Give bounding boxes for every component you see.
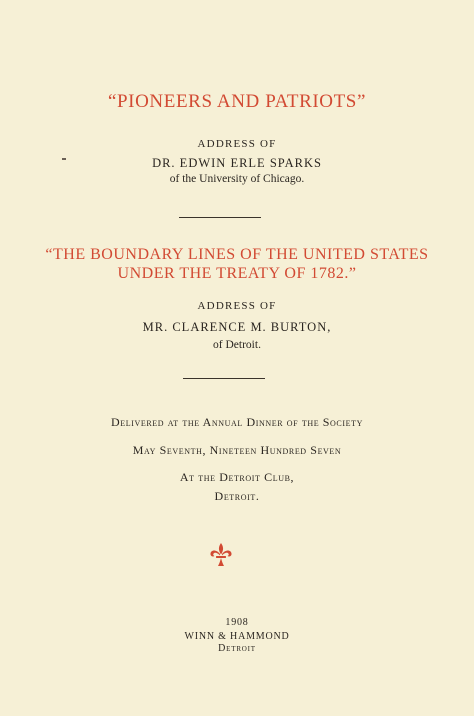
fleur-de-lis-icon xyxy=(208,542,234,568)
occasion-city: Detroit. xyxy=(214,489,260,503)
speaker-affiliation-2: of Detroit. xyxy=(213,339,261,351)
lecture-title-2-line-1: “THE BOUNDARY LINES OF THE UNITED STATES xyxy=(45,246,429,263)
occasion-venue: At the Detroit Club, xyxy=(179,470,295,484)
divider-rule-1 xyxy=(179,217,261,218)
occasion-line-1: Delivered at the Annual Dinner of the Society xyxy=(111,415,363,429)
speaker-name-2: MR. CLARENCE M. BURTON, xyxy=(142,320,332,334)
lecture-title-1: “PIONEERS AND PATRIOTS” xyxy=(107,91,366,112)
address-label-2: ADDRESS OF xyxy=(197,300,277,312)
imprint-publisher: WINN & HAMMOND xyxy=(184,631,290,642)
speaker-affiliation-1: of the University of Chicago. xyxy=(169,173,305,185)
imprint-year: 1908 xyxy=(225,617,249,628)
divider-rule-2 xyxy=(183,378,265,379)
address-label-1: ADDRESS OF xyxy=(197,138,277,150)
occasion-date: May Seventh, Nineteen Hundred Seven xyxy=(132,443,342,457)
speaker-name-1: DR. EDWIN ERLE SPARKS xyxy=(152,156,322,170)
imprint-place: Detroit xyxy=(218,643,256,654)
lecture-title-2-line-2: UNDER THE TREATY OF 1782.” xyxy=(117,265,357,282)
